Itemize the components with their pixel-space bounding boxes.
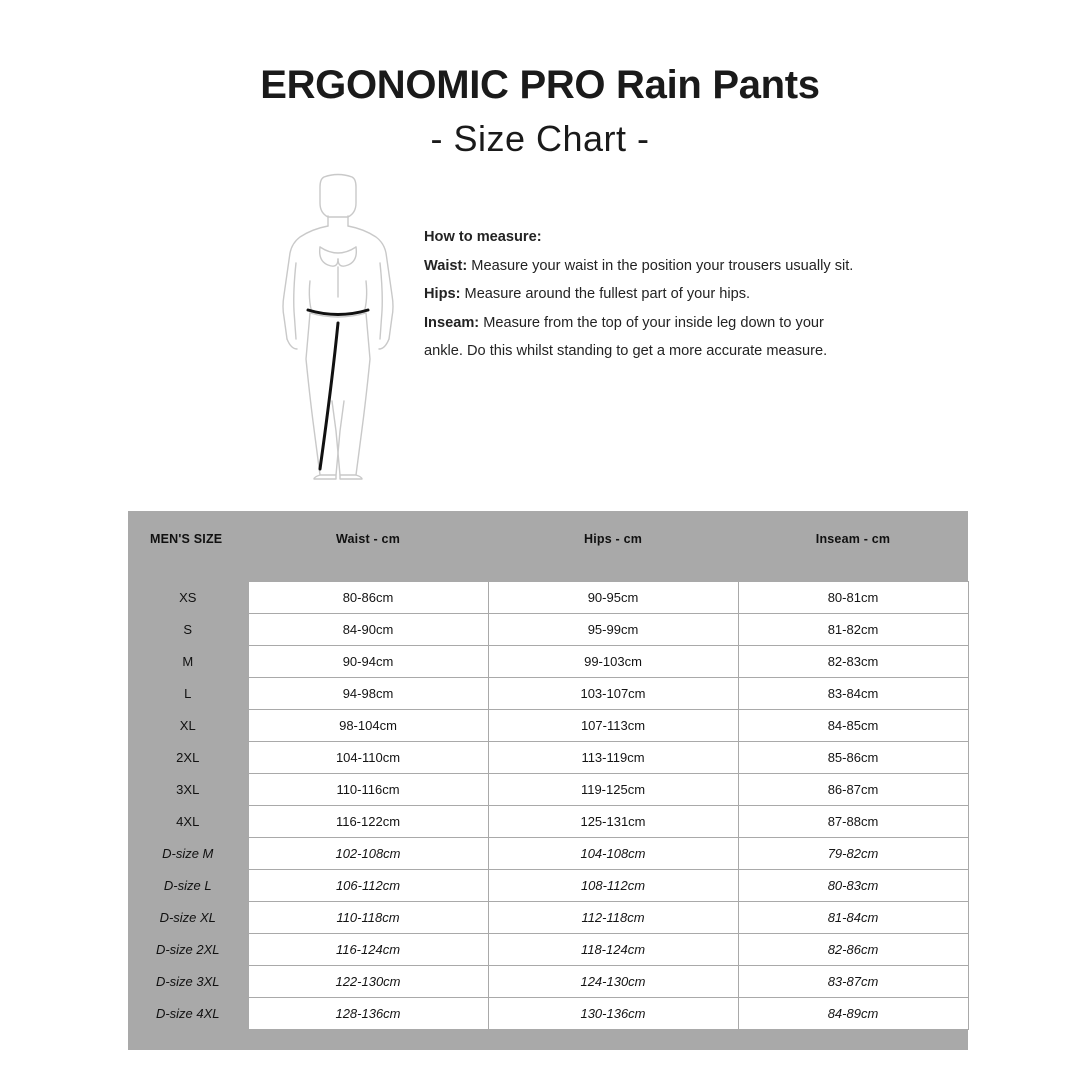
cell-inseam: 83-84cm — [738, 678, 968, 710]
cell-hips: 107-113cm — [488, 710, 738, 742]
cell-waist: 102-108cm — [248, 838, 488, 870]
cell-inseam: 87-88cm — [738, 806, 968, 838]
table-row — [128, 870, 968, 902]
how-to-text-inseam: Measure from the top of your inside leg down to your — [479, 314, 824, 331]
page-subtitle: - Size Chart - — [430, 118, 650, 159]
cell-inseam: 84-89cm — [738, 998, 968, 1030]
table-header-row — [128, 511, 968, 567]
how-to-heading — [424, 223, 944, 252]
how-to-term-hips: Hips: — [424, 286, 461, 302]
table-row — [128, 646, 968, 678]
table-row — [128, 710, 968, 742]
cell-hips: 119-125cm — [488, 774, 738, 806]
how-to-item-waist — [424, 252, 944, 281]
cell-hips: 118-124cm — [488, 934, 738, 966]
table-row — [128, 806, 968, 838]
cell-waist: 104-110cm — [248, 742, 488, 774]
cell-waist: 116-122cm — [248, 806, 488, 838]
cell-hips: 108-112cm — [488, 870, 738, 902]
body-figure — [258, 171, 418, 481]
how-to-item-inseam — [424, 309, 944, 338]
how-to-text-waist: Measure your waist in the position your trousers usually sit. — [467, 257, 854, 274]
cell-hips: 95-99cm — [488, 614, 738, 646]
cell-hips: 104-108cm — [488, 838, 738, 870]
table-row — [128, 678, 968, 710]
table-head — [128, 511, 968, 567]
how-to-text-hips: Measure around the fullest part of your hips. — [460, 286, 751, 302]
cell-size: 4XL — [128, 806, 248, 838]
cell-hips: 125-131cm — [488, 806, 738, 838]
cell-inseam: 80-83cm — [738, 870, 968, 902]
cell-inseam: 86-87cm — [738, 774, 968, 806]
measure-section — [0, 161, 1080, 481]
cell-waist: 80-86cm — [248, 582, 488, 614]
size-chart-table — [128, 511, 969, 1030]
cell-hips: 124-130cm — [488, 966, 738, 998]
cell-inseam: 81-84cm — [738, 902, 968, 934]
column-header-waist: Waist - cm — [248, 511, 488, 567]
table-row — [128, 966, 968, 998]
how-to-term-inseam: Inseam: — [424, 314, 480, 331]
cell-waist: 128-136cm — [248, 998, 488, 1030]
cell-size: D-size 4XL — [128, 998, 248, 1030]
cell-hips: 112-118cm — [488, 902, 738, 934]
cell-waist: 110-118cm — [248, 902, 488, 934]
cell-size: D-size 3XL — [128, 966, 248, 998]
how-to-text-inseam-cont: ankle. Do this whilst standing to get a more accurate measure. — [424, 343, 828, 359]
how-to-measure — [424, 223, 944, 366]
table-row — [128, 742, 968, 774]
cell-inseam: 82-86cm — [738, 934, 968, 966]
table-row — [128, 614, 968, 646]
cell-inseam: 85-86cm — [738, 742, 968, 774]
cell-size: 3XL — [128, 774, 248, 806]
size-table-wrap — [128, 511, 968, 1050]
cell-hips: 113-119cm — [488, 742, 738, 774]
column-header-size: MEN'S SIZE — [128, 511, 248, 567]
cell-inseam: 84-85cm — [738, 710, 968, 742]
cell-waist: 94-98cm — [248, 678, 488, 710]
cell-size: D-size M — [128, 838, 248, 870]
cell-waist: 84-90cm — [248, 614, 488, 646]
cell-waist: 116-124cm — [248, 934, 488, 966]
cell-hips: 99-103cm — [488, 646, 738, 678]
cell-size: L — [128, 678, 248, 710]
cell-size: D-size L — [128, 870, 248, 902]
table-bottom-padding — [128, 1030, 968, 1050]
cell-size: XL — [128, 710, 248, 742]
table-row — [128, 582, 968, 614]
column-header-hips: Hips - cm — [488, 511, 738, 567]
cell-waist: 122-130cm — [248, 966, 488, 998]
how-to-term-waist: Waist: — [424, 257, 468, 274]
cell-size: XS — [128, 582, 248, 614]
cell-waist: 90-94cm — [248, 646, 488, 678]
cell-size: D-size 2XL — [128, 934, 248, 966]
cell-inseam: 80-81cm — [738, 582, 968, 614]
table-row — [128, 774, 968, 806]
how-to-item-inseam-cont — [424, 337, 944, 366]
cell-inseam: 82-83cm — [738, 646, 968, 678]
cell-waist: 110-116cm — [248, 774, 488, 806]
page-title: ERGONOMIC PRO Rain Pants — [260, 63, 820, 107]
table-spacer-row — [128, 567, 968, 582]
cell-hips: 130-136cm — [488, 998, 738, 1030]
cell-inseam: 81-82cm — [738, 614, 968, 646]
cell-size: D-size XL — [128, 902, 248, 934]
cell-size: M — [128, 646, 248, 678]
title-block — [0, 0, 1080, 161]
cell-hips: 103-107cm — [488, 678, 738, 710]
table-row — [128, 998, 968, 1030]
table-row — [128, 838, 968, 870]
table-row — [128, 934, 968, 966]
table-row — [128, 902, 968, 934]
cell-waist: 98-104cm — [248, 710, 488, 742]
cell-inseam: 83-87cm — [738, 966, 968, 998]
column-header-inseam: Inseam - cm — [738, 511, 968, 567]
cell-hips: 90-95cm — [488, 582, 738, 614]
how-to-item-hips — [424, 280, 944, 309]
cell-size: S — [128, 614, 248, 646]
cell-size: 2XL — [128, 742, 248, 774]
cell-inseam: 79-82cm — [738, 838, 968, 870]
how-to-heading-text: How to measure: — [424, 229, 542, 245]
cell-waist: 106-112cm — [248, 870, 488, 902]
table-body — [128, 567, 968, 1030]
